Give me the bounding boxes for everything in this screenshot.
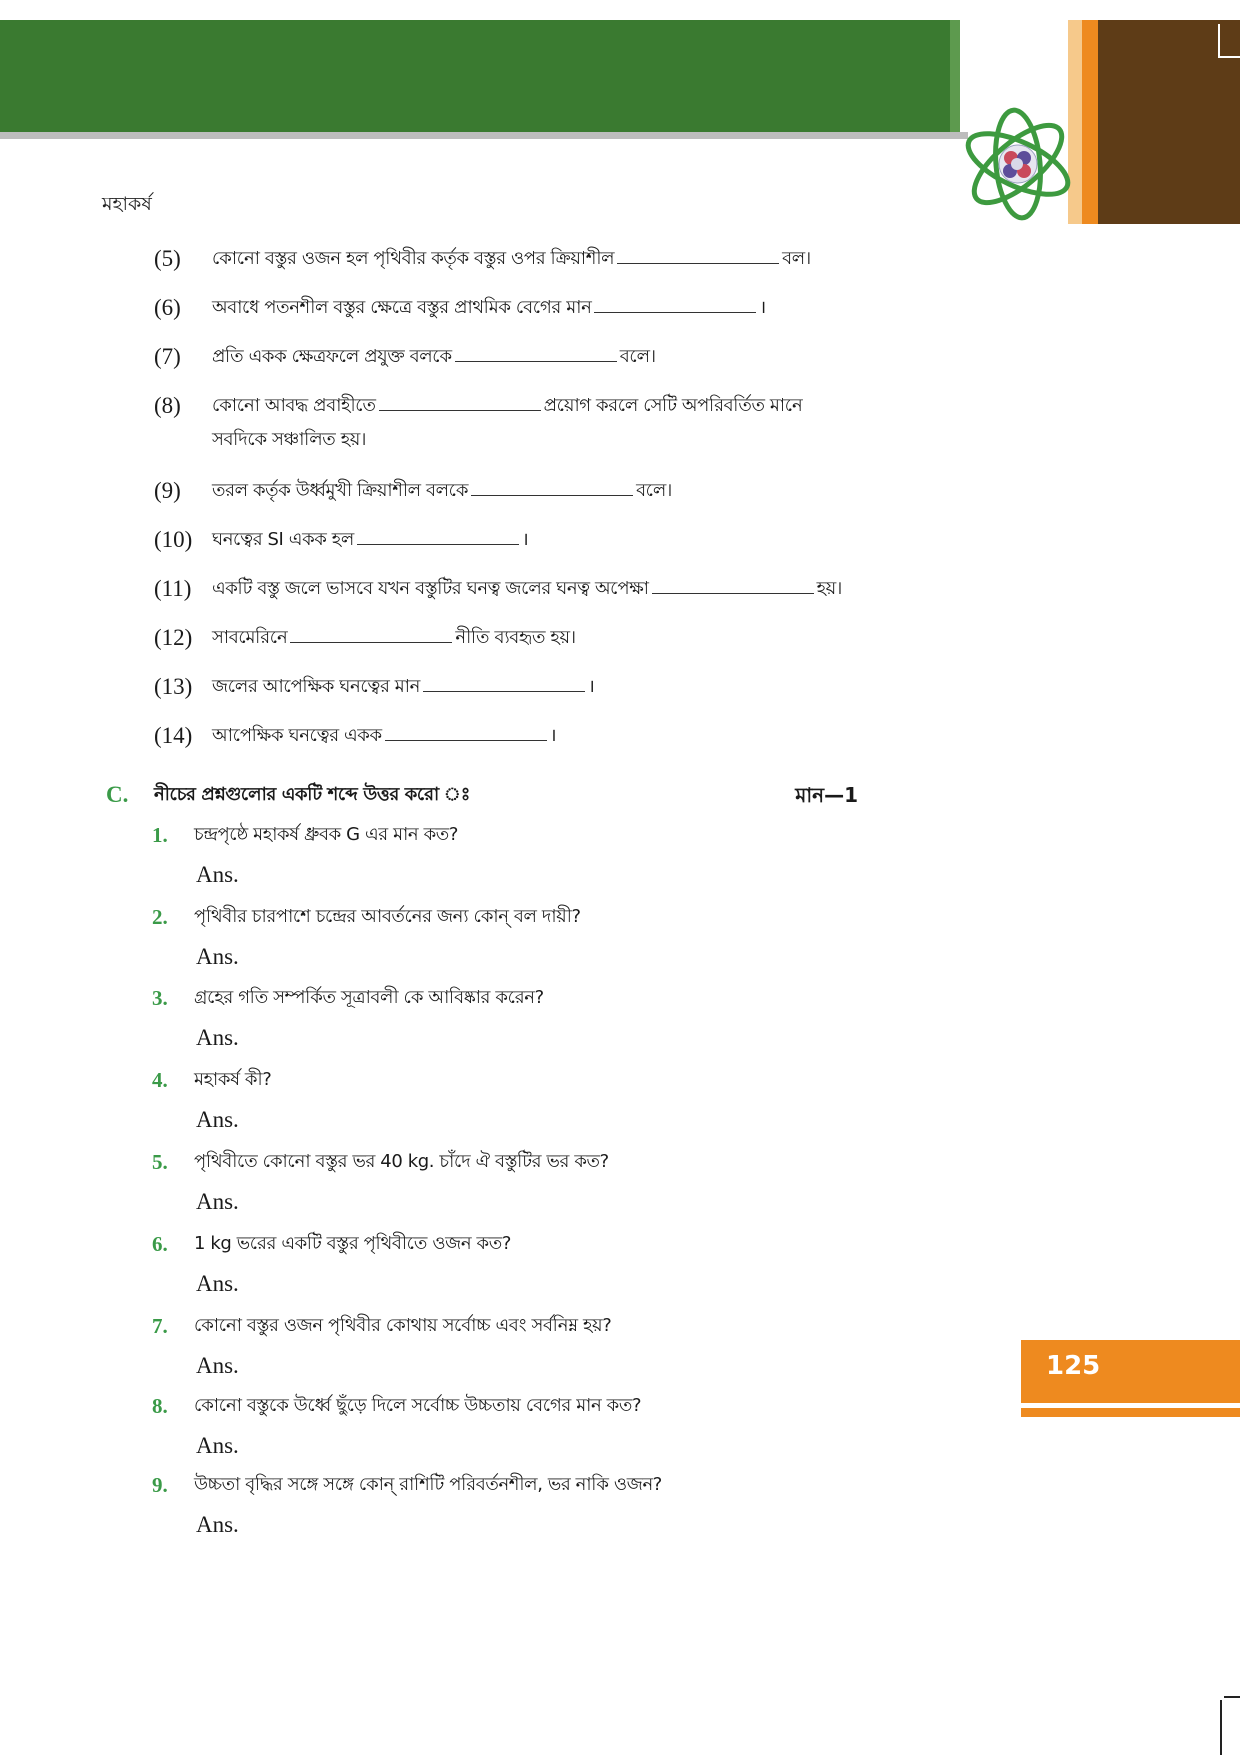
fill-blank-item: (8) কোনো আবদ্ধ প্রবাহীতে প্রয়োগ করলে সেটি অপরিবর্তিত মানে সবদিকে সঞ্চালিত হয়। [154,389,874,465]
question-item: 6. 1 kg ভরের একটি বস্তুর পৃথিবীতে ওজন কত? Ans. [152,1227,872,1307]
question-item: 1. চন্দ্রপৃষ্ঠে মহাকর্ষ ধ্রুবক G এর মান কত? Ans. [152,818,872,898]
section-letter: C. [106,782,129,807]
section-title: নীচের প্রশ্নগুলোর একটি শব্দে উত্তর করো ঃ [154,784,470,805]
answer-label[interactable]: Ans. [196,1433,239,1458]
answer-label[interactable]: Ans. [196,1353,239,1378]
header-green-band [0,20,960,132]
answer-label[interactable]: Ans. [196,1189,239,1214]
answer-label[interactable]: Ans. [196,1025,239,1050]
atom-icon [958,104,1078,228]
fill-blank-item: (6) অবাধে পতনশীল বস্তুর ক্ষেত্রে বস্তুর প্রাথমিক বেগের মান । [154,291,874,331]
fill-blank-item: (14) আপেক্ষিক ঘনত্বের একক । [154,719,874,759]
answer-label[interactable]: Ans. [196,1271,239,1296]
fill-blank-item: (13) জলের আপেক্ষিক ঘনত্বের মান । [154,670,874,710]
answer-label[interactable]: Ans. [196,862,239,887]
page-number: 125 [1046,1351,1101,1381]
answer-blank[interactable] [379,389,541,411]
page-number-rule [1021,1408,1240,1417]
question-item: 3. গ্রহের গতি সম্পর্কিত সূত্রাবলী কে আবিষ্কার করেন? Ans. [152,981,872,1061]
answer-blank[interactable] [423,670,585,692]
question-item: 7. কোনো বস্তুর ওজন পৃথিবীর কোথায় সর্বোচ্চ এবং সর্বনিম্ন হয়? Ans. [152,1309,872,1389]
fill-blank-item: (9) তরল কর্তৃক উর্ধ্বমুখী ক্রিয়াশীল বলকে বলে। [154,474,874,514]
answer-blank[interactable] [385,719,547,741]
answer-label[interactable]: Ans. [196,1107,239,1132]
question-item: 4. মহাকর্ষ কী? Ans. [152,1063,872,1143]
corner-crop-mark-h [1224,1696,1240,1698]
fill-blank-item: (11) একটি বস্তু জলে ভাসবে যখন বস্তুটির ঘনত্ব জলের ঘনত্ব অপেক্ষা হয়। [154,572,874,612]
fill-blank-item: (5) কোনো বস্তুর ওজন হল পৃথিবীর কর্তৃক বস্তুর ওপর ক্রিয়াশীল বল। [154,242,874,282]
fill-blank-item: (12) সাবমেরিনে নীতি ব্যবহৃত হয়। [154,621,874,661]
question-item: 8. কোনো বস্তুকে উর্ধ্বে ছুঁড়ে দিলে সর্বোচ্চ উচ্চতায় বেগের মান কত? Ans. [152,1389,872,1469]
question-item: 2. পৃথিবীর চারপাশে চন্দ্রের আবর্তনের জন্য কোন্ বল দায়ী? Ans. [152,900,872,980]
question-item: 9. উচ্চতা বৃদ্ধির সঙ্গে সঙ্গে কোন্ রাশিটি পরিবর্তনশীল, ভর নাকি ওজন? Ans. [152,1468,872,1548]
crop-mark-h [1218,56,1240,58]
side-orange-strip [1082,20,1098,224]
answer-blank[interactable] [455,340,617,362]
question-item: 5. পৃথিবীতে কোনো বস্তুর ভর 40 kg. চাঁদে ঐ বস্তুটির ভর কত? Ans. [152,1145,872,1225]
answer-blank[interactable] [652,572,814,594]
crop-mark-v [1218,24,1220,58]
answer-label[interactable]: Ans. [196,944,239,969]
answer-blank[interactable] [617,242,779,264]
chapter-title: মহাকর্ষ [102,193,152,215]
fill-blank-item: (7) প্রতি একক ক্ষেত্রফলে প্রযুক্ত বলকে বলে। [154,340,874,380]
section-c-header [106,778,858,814]
section-marks: মান—1 [795,783,858,807]
answer-blank[interactable] [290,621,452,643]
corner-crop-mark-v [1220,1700,1222,1755]
answer-blank[interactable] [471,474,633,496]
answer-label[interactable]: Ans. [196,1512,239,1537]
answer-blank[interactable] [594,291,756,313]
answer-blank[interactable] [357,523,519,545]
header-gray-rule [0,132,968,139]
fill-blank-item: (10) ঘনত্বের SI একক হল । [154,523,874,563]
